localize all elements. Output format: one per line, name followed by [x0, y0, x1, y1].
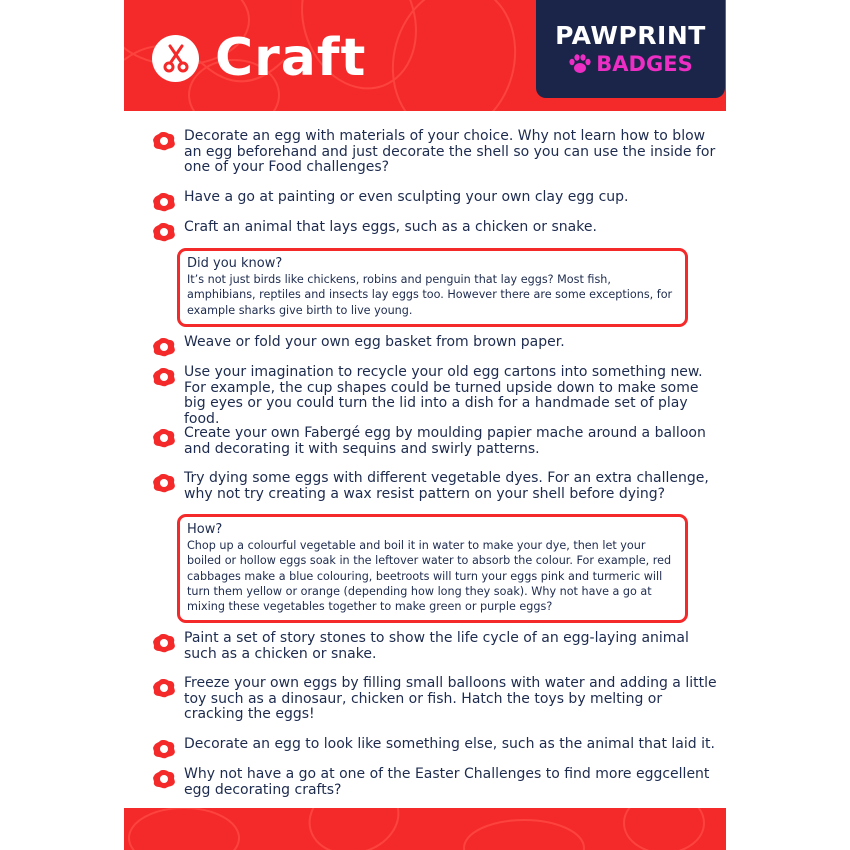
splat-bullet-icon — [152, 769, 176, 789]
splat-bullet-icon — [152, 678, 176, 698]
list-item-text: Decorate an egg to look like something else, such as the animal that laid it. — [184, 736, 715, 752]
list-item-text: Freeze your own eggs by filling small balloons with water and adding a little toy such as a dinosaur, chicken or fish. Hatch the toys by melting or cracking the eggs! — [184, 675, 717, 722]
splat-bullet-icon — [152, 473, 176, 493]
splat-bullet-icon — [152, 367, 176, 387]
pawprint-badges-logo — [536, 0, 725, 98]
how-body: Chop up a colourful vegetable and boil it in water to make your dye, then let your boiled or hollow eggs soak in the leftover water to absorb the colour. For example, red cabbages make a blue colouring, beetroots will turn your eggs pink and turmeric will turn them yellow or orange (depending how long they soak). Why not have a go at mixing these vegetables together to make green or purple eggs? — [187, 539, 672, 614]
egg-pattern-decoration — [124, 808, 726, 850]
how-title: How? — [187, 522, 223, 537]
splat-bullet-icon — [152, 633, 176, 653]
title-group — [152, 28, 366, 88]
header-banner — [124, 0, 726, 111]
splat-bullet-icon — [152, 739, 176, 759]
list-item-text: Try dying some eggs with different vegetable dyes. For an extra challenge, why not try creating a wax resist pattern on your shell before dying? — [184, 470, 709, 502]
splat-bullet-icon — [152, 428, 176, 448]
list-item-text: Paint a set of story stones to show the life cycle of an egg-laying animal such as a chicken or snake. — [184, 630, 689, 662]
splat-bullet-icon — [152, 192, 176, 212]
list-item-text: Use your imagination to recycle your old egg cartons into something new. For example, the cup shapes could be turned upside down to make some big eyes or you could turn the lid into a dish for a handmade set of play food. — [184, 364, 703, 427]
page-title: Craft — [215, 28, 367, 88]
did-you-know-title: Did you know? — [187, 256, 283, 271]
list-item-text: Decorate an egg with materials of your choice. Why not learn how to blow an egg beforehand and just decorate the shell so you can use the inside for one of your Food challenges? — [184, 128, 716, 175]
footer-banner — [124, 808, 726, 850]
list-item-text: Create your own Fabergé egg by moulding papier mache around a balloon and decorating it with sequins and swirly patterns. — [184, 425, 706, 457]
list-item-text: Weave or fold your own egg basket from brown paper. — [184, 334, 565, 350]
did-you-know-body: It’s not just birds like chickens, robins and penguin that lay eggs? Most fish, amphibians, reptiles and insects lay eggs too. However there are some exceptions, for example sharks give birth to live young. — [187, 273, 673, 317]
craft-page — [124, 0, 726, 850]
splat-bullet-icon — [152, 131, 176, 151]
logo-text-top: PAWPRINT — [555, 21, 706, 50]
list-item-text: Craft an animal that lays eggs, such as a chicken or snake. — [184, 219, 597, 235]
how-box — [177, 514, 688, 623]
logo-text-bottom: BADGES — [596, 52, 693, 76]
list-item-text: Why not have a go at one of the Easter Challenges to find more eggcellent egg decorating crafts? — [184, 766, 710, 798]
did-you-know-box — [177, 248, 688, 327]
scissors-icon — [152, 35, 199, 82]
list-item-text: Have a go at painting or even sculpting your own clay egg cup. — [184, 189, 629, 205]
splat-bullet-icon — [152, 337, 176, 357]
splat-bullet-icon — [152, 222, 176, 242]
paw-icon — [568, 53, 592, 75]
